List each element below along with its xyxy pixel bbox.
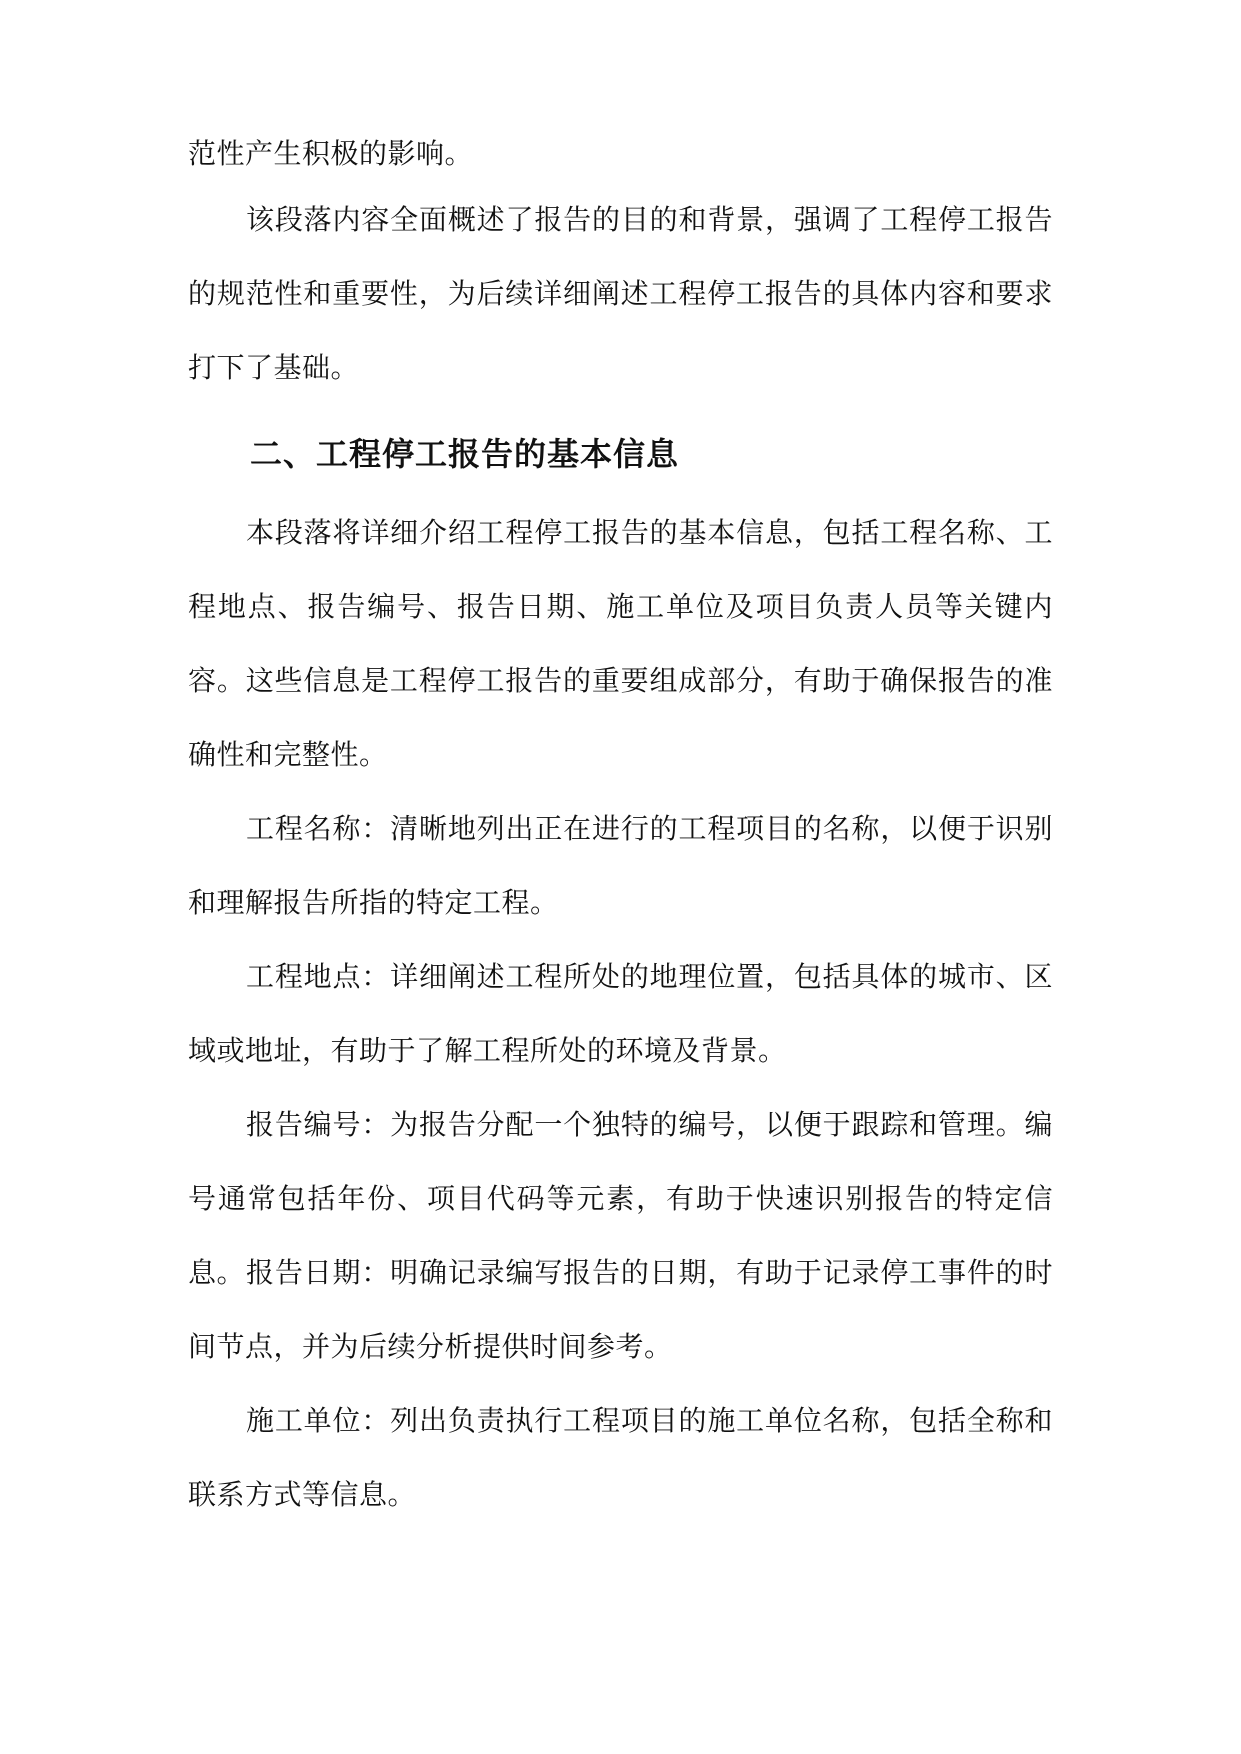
item-project-name: 工程名称：清晰地列出正在进行的工程项目的名称，以便于识别和理解报告所指的特定工程。	[188, 812, 1053, 919]
item-project-location: 工程地点：详细阐述工程所处的地理位置，包括具体的城市、区域或地址，有助于了解工程所处的环境及背景。	[188, 960, 1053, 1067]
section-heading: 二、工程停工报告的基本信息	[250, 435, 680, 473]
intro-paragraph: 本段落将详细介绍工程停工报告的基本信息，包括工程名称、工程地点、报告编号、报告日期、施工单位及项目负责人员等关键内容。这些信息是工程停工报告的重要组成部分，有助于确保报告的准确性和完整性。	[188, 516, 1053, 771]
item-report-date: 报告日期：明确记录编写报告的日期，有助于记录停工事件的时间节点，并为后续分析提供时间参考。	[188, 1256, 1053, 1363]
summary-paragraph: 该段落内容全面概述了报告的目的和背景，强调了工程停工报告的规范性和重要性，为后续详细阐述工程停工报告的具体内容和要求打下了基础。	[188, 203, 1053, 384]
continuation-paragraph: 范性产生积极的影响。	[188, 137, 474, 170]
item-construction-unit: 施工单位：列出负责执行工程项目的施工单位名称，包括全称和联系方式等信息。	[188, 1404, 1053, 1511]
item-report-number: 报告编号：为报告分配一个独特的编号，以便于跟踪和管理。编号通常包括年份、项目代码等元素，有助于快速识别报告的特定信息。	[188, 1108, 1053, 1289]
